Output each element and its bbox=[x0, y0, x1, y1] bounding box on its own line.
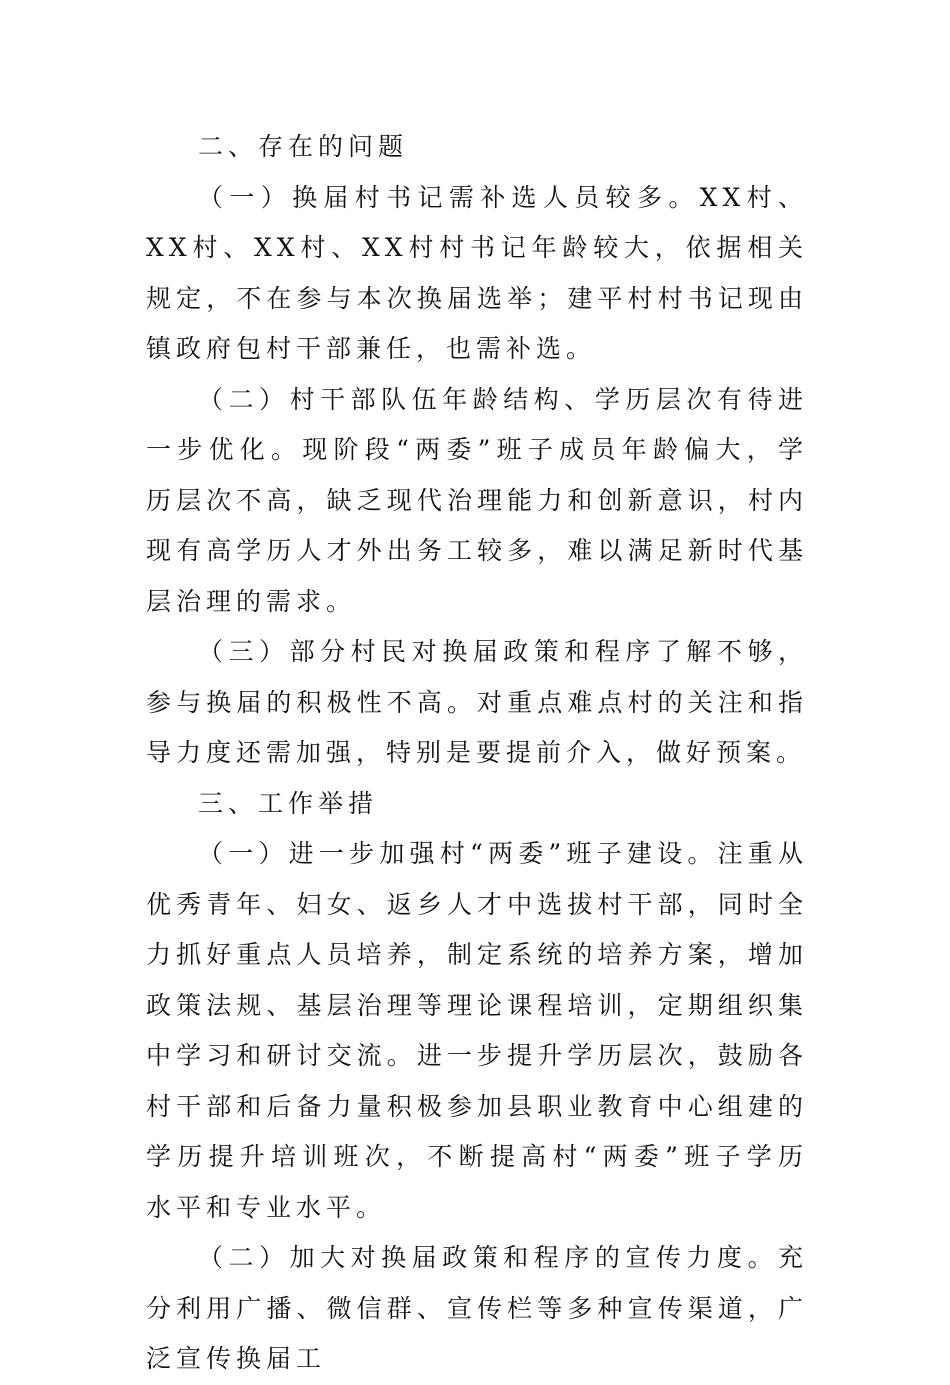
paragraph-measure-2: （二）加大对换届政策和程序的宣传力度。充分利用广播、微信群、宣传栏等多种宣传渠道，广泛宣传换届工 bbox=[146, 1243, 808, 1373]
section-heading-problems: 二、存在的问题 bbox=[198, 132, 409, 161]
paragraph-problem-3: （三）部分村民对换届政策和程序了解不够，参与换届的积极性不高。对重点难点村的关注和指导力度还需加强，特别是要提前介入，做好预案。 bbox=[146, 637, 808, 767]
paragraph-problem-2: （二）村干部队伍年龄结构、学历层次有待进一步优化。现阶段“两委”班子成员年龄偏大，学历层次不高，缺乏现代治理能力和创新意识，村内现有高学历人才外出务工较多，难以满足新时代基层治理的需求。 bbox=[146, 384, 808, 616]
document-page bbox=[146, 122, 808, 1385]
section-heading-measures: 三、工作举措 bbox=[198, 788, 379, 818]
paragraph-measure-1: （一）进一步加强村“两委”班子建设。注重从优秀青年、妇女、返乡人才中选拔村干部，同时全力抓好重点人员培养，制定系统的培养方案，增加政策法规、基层治理等理论课程培训，定期组织集中学习和研讨交流。进一步提升学历层次，鼓励各村干部和后备力量积极参加县职业教育中心组建的学历提升培训班次，不断提高村“两委”班子学历水平和专业水平。 bbox=[146, 839, 808, 1222]
paragraph-problem-1: （一）换届村书记需补选人员较多。XX村、XX村、XX村、XX村村书记年龄较大，依据相关规定，不在参与本次换届选举；建平村村书记现由镇政府包村干部兼任，也需补选。 bbox=[146, 182, 808, 363]
